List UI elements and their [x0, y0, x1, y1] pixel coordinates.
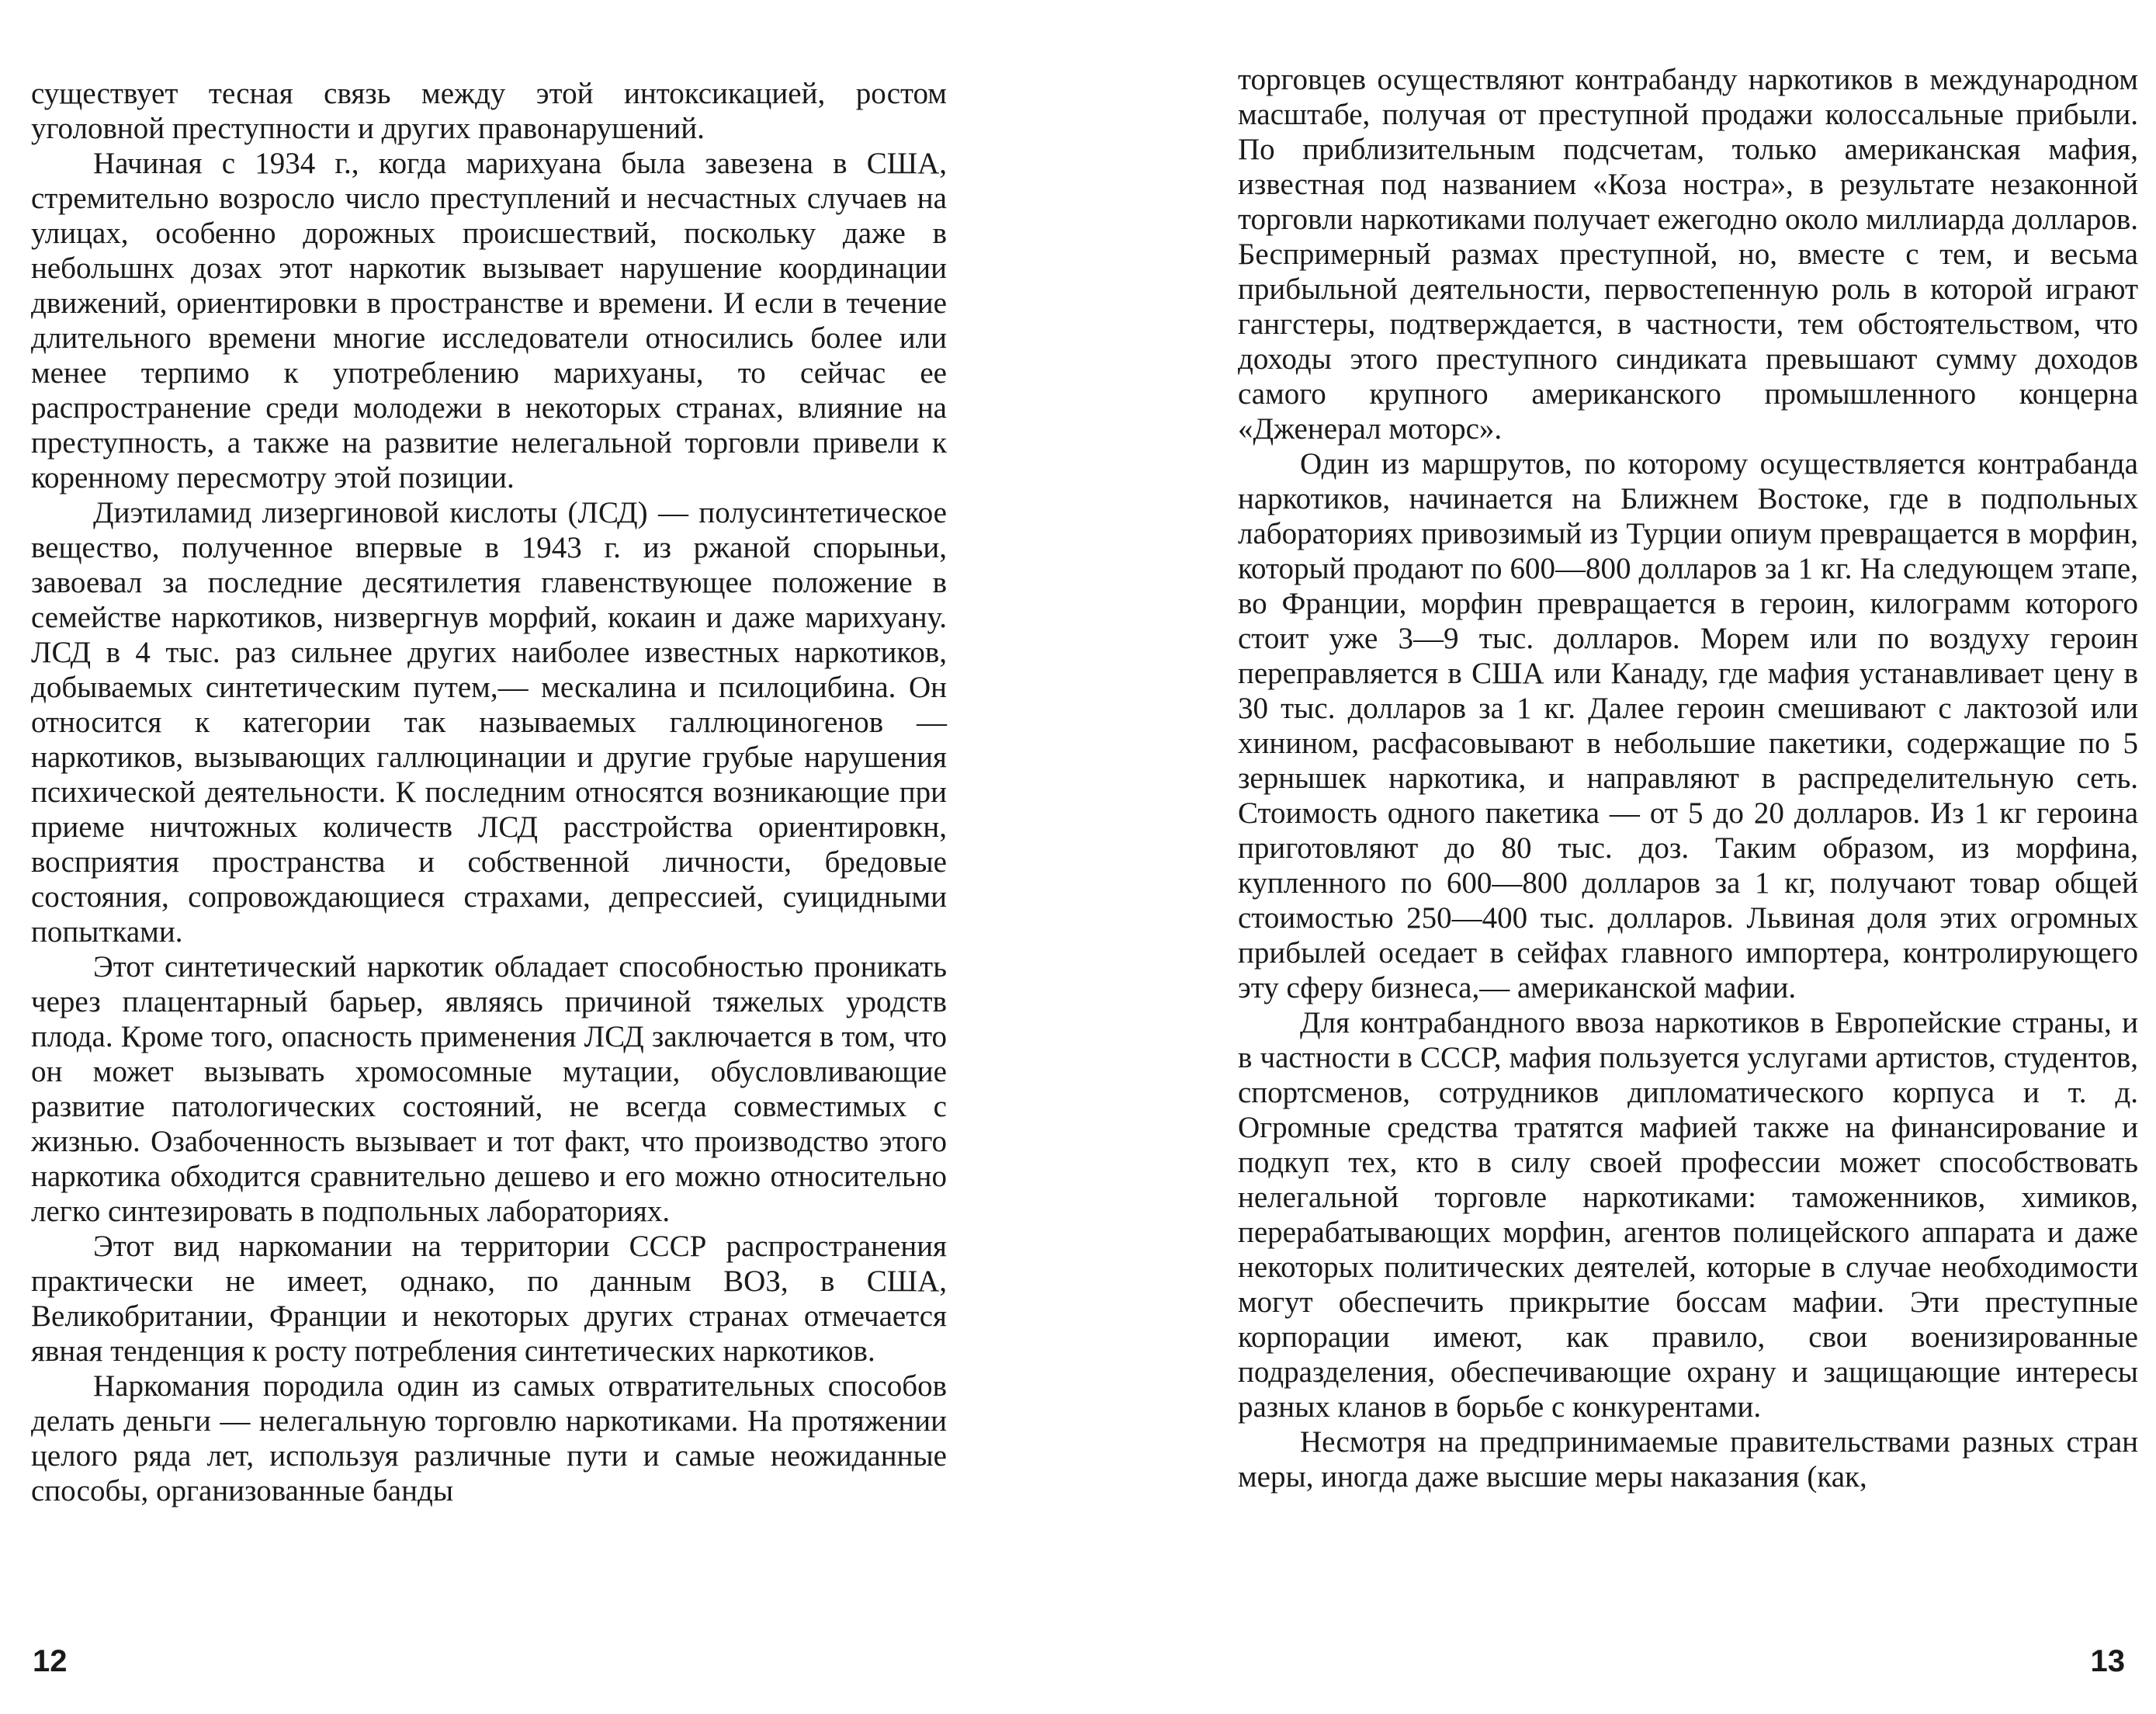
right-page-text: [1238, 62, 2138, 1494]
paragraph: Этот вид наркомании на территории СССР распространения практически не имеет, однако, по данным ВОЗ, в США, Великобритании, Франции и некоторых других странах отмечается явная тенденция к росту потребления синтетических наркотиков.: [31, 1230, 947, 1368]
paragraph: Один из маршрутов, по которому осуществляется контрабанда наркотиков, начинается на Ближнем Востоке, где в подпольных лабораториях привозимый из Турции опиум превращается в морфин, который продают по 600—800 долларов за 1 кг. На следующем этапе, во Франции, морфин превращается в героин, килограмм которого стоит уже 3—9 тыс. долларов. Морем или по воздуху героин переправляется в США или Канаду, где мафия устанавливает цену в 30 тыс. долларов за 1 кг. Далее героин смешивают с лактозой или хинином, расфасовывают в небольшие пакетики, содержащие по 5 зернышек наркотика, и направляют в распределительную сеть. Стоимость одного пакетика — от 5 до 20 долларов. Из 1 кг героина приготовляют до 80 тыс. доз. Таким образом, из морфина, купленного по 600—800 долларов за 1 кг, получают товар общей стоимостью 250—400 тыс. долларов. Львиная доля этих огромных прибылей оседает в сейфах главного импортера, контролирующего эту сферу бизнеса,— американской мафии.: [1238, 447, 2138, 1004]
paragraph: существует тесная связь между этой интоксикацией, ростом уголовной преступности и других правонарушений.: [31, 77, 947, 145]
paragraph: Этот синтетический наркотик обладает способностью проникать через плацентарный барьер, являясь причиной тяжелых уродств плода. Кроме того, опасность применения ЛСД заключается в том, что он может вызывать хромосомные мутации, обусловливающие развитие патологических состояний, не всегда совместимых с жизнью. Озабоченность вызывает и тот факт, что производство этого наркотика обходится сравнительно дешево и его можно относительно легко синтезировать в подпольных лабораториях.: [31, 950, 947, 1228]
left-page-text: [31, 76, 947, 1508]
paragraph: Наркомания породила один из самых отвратительных способов делать деньги — нелегальную торговлю наркотиками. На протяжении целого ряда лет, используя различные пути и самые неожиданные способы, организованные банды: [31, 1369, 947, 1508]
paragraph: Начиная с 1934 г., когда марихуана была завезена в США, стремительно возросло число преступлений и несчастных случаев на улицах, особенно дорожных происшествий, поскольку даже в небольшнх дозах этот наркотик вызывает нарушение координации движений, ориентировки в пространстве и времени. И если в течение длительного времени многие исследователи относились более или менее терпимо к употреблению марихуаны, то сейчас ее распространение среди молодежи в некоторых странах, влияние на преступность, а также на развитие нелегальной торговли привели к коренному пересмотру этой позиции.: [31, 147, 947, 494]
paragraph: Для контрабандного ввоза наркотиков в Европейские страны, и в частности в СССР, мафия пользуется услугами артистов, студентов, спортсменов, сотрудников дипломатического корпуса и т. д. Огромные средства тратятся мафией также на финансирование и подкуп тех, кто в силу своей профессии может способствовать нелегальной торговле наркотиками: таможенников, химиков, перерабатывающих морфин, агентов полицейского аппарата и даже некоторых политических деятелей, которые в случае необходимости могут обеспечить прикрытие боссам мафии. Эти преступные корпорации имеют, как правило, свои военизированные подразделения, обеспечивающие охрану и защищающие интересы разных кланов в борьбе с конкурентами.: [1238, 1006, 2138, 1424]
page-number: 12: [33, 1644, 68, 1678]
paragraph: Несмотря на предпринимаемые правительствами разных стран меры, иногда даже высшие меры наказания (как,: [1238, 1425, 2138, 1494]
paragraph: торговцев осуществляют контрабанду наркотиков в международном масштабе, получая от преступной продажи колоссальные прибыли. По приблизительным подсчетам, только американская мафия, известная под названием «Коза ностра», в результате незаконной торговли наркотиками получает ежегодно около миллиарда долларов. Беспримерный размах преступной, но, вместе с тем, и весьма прибыльной деятельности, первостепенную роль в которой играют гангстеры, подтверждается, в частности, тем обстоятельством, что доходы этого преступного синдиката превышают сумму доходов самого крупного американского промышленного концерна «Дженерал моторс».: [1238, 63, 2138, 446]
right-page: [1078, 0, 2156, 1714]
paragraph: Диэтиламид лизергиновой кислоты (ЛСД) — полусинтетическое вещество, полученное впервые в 1943 г. из ржаной спорыньи, завоевал за последние десятилетия главенствующее положение в семействе наркотиков, низвергнув морфий, кокаин и даже марихуану. ЛСД в 4 тыс. раз сильнее других наиболее известных наркотиков, добываемых синтетическим путем,— мескалина и псилоцибина. Он относится к категории так называемых галлюциногенов — наркотиков, вызывающих галлюцинации и другие грубые нарушения психической деятельности. К последним относятся возникающие при приеме ничтожных количеств ЛСД расстройства ориентировкн, восприятия пространства и собственной личности, бредовые состояния, сопровождающиеся страхами, депрессией, суицидными попытками.: [31, 496, 947, 949]
page-number: 13: [2090, 1644, 2125, 1678]
